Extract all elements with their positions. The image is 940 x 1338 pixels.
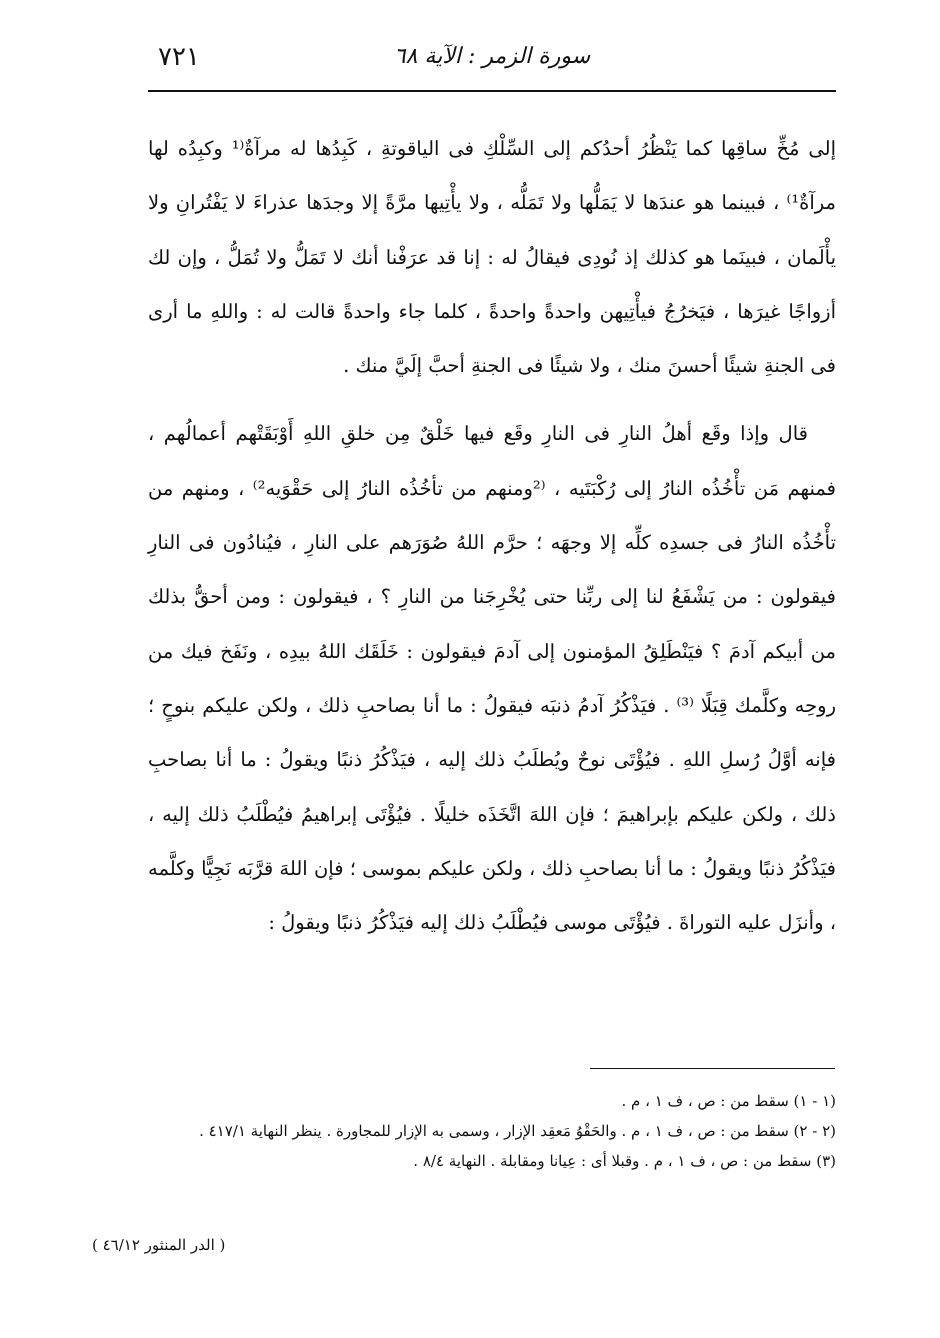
source-reference: ( الدر المنثور ٤٦/١٢ ) <box>92 1236 226 1254</box>
footnote: (١ - ١) سقط من : ص ، ف ١ ، م . <box>621 1092 836 1110</box>
footnotes <box>148 1086 836 1176</box>
footnote: (٢ - ٢) سقط من : ص ، ف ١ ، م . والحَقْوُ مَعقِد الإزار ، وسمى به الإزار للمجاورة . ينظر النهاية ٤١٧/١ . <box>199 1122 836 1140</box>
paragraph: قال وإذا وقَع أهلُ النارِ فى النارِ وقَع فيها خَلْقٌ مِن خلقِ اللهِ أَوْبَقَتْهم أعمالُهم ، فمنهم مَن تأْخُذُه النارُ إلى رُكْبَتَيه ، ⁽²ومنهم من تأخُذُه النارُ إلى حَقْوَيه²⁾ ، ومنهم من تأْخُذُه النارُ فى جسدِه كلِّه إلا وجهَه ؛ حرَّم اللهُ صُوَرَهم على النارِ ، فيُنادُون فى النارِ فيقولون : من يَشْفَعُ لنا إلى ربِّنا حتى يُخْرِجَنا من النارِ ؟ ، فيقولون : ومن أحقُّ بذلك من أبيكم آدمَ ؟ فيَنْطَلِقُ المؤمنون إلى آدمَ فيقولون : خَلَقَك اللهُ بيدِه ، ونَفَخ فيك من روحِه وكلَّمك قِبَلًا ⁽³⁾ . فيَذْكُرُ آدمُ ذنبَه فيقولُ : ما أنا بصاحبِ ذلك ، ولكن عليكم بنوحٍ ؛ فإنه أوَّلُ رُسلِ اللهِ . فيُؤْتَى نوحٌ ويُطلَبُ ذلك إليه ، فيَذْكُرُ ذنبًا ويقولُ : ما أنا بصاحبِ ذلك ، ولكن عليكم بإبراهيمَ ؛ فإن اللهَ اتَّخَذَه خليلًا . فيُؤْتَى إبراهيمُ فيُطْلَبُ ذلك إليه ، فيَذْكُرُ ذنبًا ويقولُ : ما أنا بصاحبِ ذلك ، ولكن عليكم بموسى ؛ فإن اللهَ قرَّبَه نَجِيًّا وكلَّمه ، وأنزَل عليه التوراةَ . فيُؤْتَى موسى فيُطْلَبُ ذلك إليه فيَذْكُرُ ذنبًا ويقولُ : <box>148 422 836 935</box>
footnote-divider <box>590 1068 835 1069</box>
footnote: (٣) سقط من : ص ، ف ١ ، م . وقبلا أى : عِيانا ومقابلة . النهاية ٨/٤ . <box>413 1152 836 1170</box>
page-header <box>148 40 836 84</box>
header-divider <box>148 90 836 92</box>
running-title: سورة الزمر : الآية ٦٨ <box>393 44 591 69</box>
paragraph: إلى مُخِّ ساقِها كما يَنْظُرُ أحدُكم إلى السِّلْكِ فى الياقوتةِ ، كَبِدُها له مرآةٌ⁽¹ وكبِدُه لها مرآةٌ¹⁾ ، فبينما هو عندَها لا يَمَلُّها ولا تَمَلُّه ، ولا يأْتِيها مرَّةً إلا وجدَها عذراءَ لا يَفْتُرانِ ولا يأْلَمان ، فبينَما هو كذلك إذ نُودِى فيقالُ له : إنا قد عرَفْنا أنك لا تَمَلُّ ولا تُمَلُّ ، وإن لك أزواجًا غيرَها ، فيَخرُجُ فيأْتِيهن واحدةً واحدةً ، كلما جاء واحدةً قالت له : واللهِ ما أرى فى الجنةِ شيئًا أحسنَ منك ، ولا شيئًا فى الجنةِ أحبَّ إلَيَّ منك . <box>148 137 836 378</box>
main-text <box>148 122 836 960</box>
page-number: ٧٢١ <box>158 42 200 72</box>
